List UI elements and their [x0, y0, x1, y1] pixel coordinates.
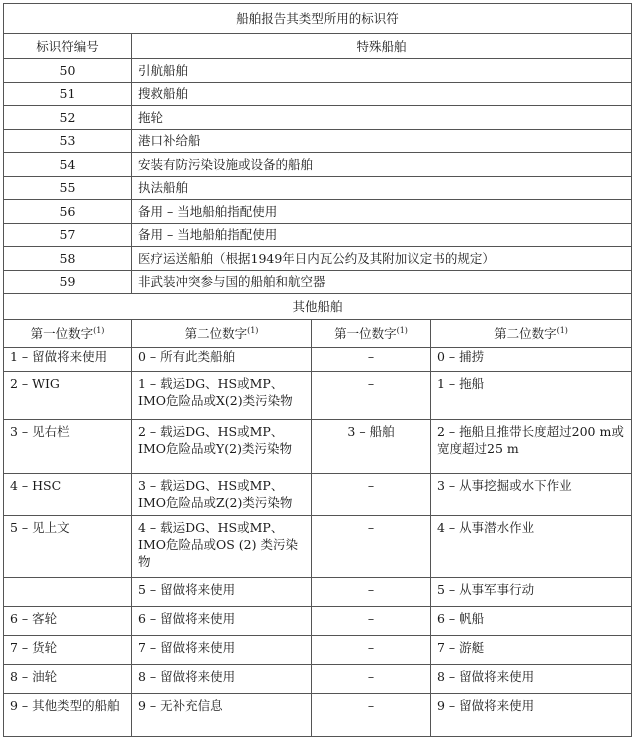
- second-digit-cell: 3 – 载运DG、HS或MP、IMO危险品或Z(2)类污染物: [132, 474, 312, 516]
- table-row: [4, 578, 632, 607]
- col-special-vessels: 特殊船舶: [132, 34, 632, 59]
- table-row: [4, 694, 632, 737]
- second-digit-cell: 5 – 留做将来使用: [132, 578, 312, 607]
- first-digit-cell: 8 – 油轮: [4, 665, 132, 694]
- special-vessel-type: 安装有防污染设施或设备的船舶: [132, 153, 632, 177]
- second-digit-cell: 8 – 留做将来使用: [132, 665, 312, 694]
- table-row: [4, 372, 632, 420]
- table-row: [4, 665, 632, 694]
- table-title-row: [4, 4, 632, 34]
- special-vessel-type: 医疗运送船舶（根据1949年日内瓦公约及其附加议定书的规定）: [132, 247, 632, 271]
- special-vessel-type: 拖轮: [132, 106, 632, 130]
- second-digit-cell: 1 – 载运DG、HS或MP、IMO危险品或X(2)类污染物: [132, 372, 312, 420]
- first-digit-cell-2: –: [312, 348, 431, 372]
- table-row: [4, 270, 632, 294]
- first-digit-cell: 9 – 其他类型的船舶: [4, 694, 132, 737]
- special-vessel-type: 引航船舶: [132, 59, 632, 83]
- second-digit-cell-2: 3 – 从事挖掘或水下作业: [431, 474, 632, 516]
- first-digit-cell: 6 – 客轮: [4, 607, 132, 636]
- identifier-number: 58: [4, 247, 132, 271]
- table-row: [4, 153, 632, 177]
- header-second-digit-2: 第二位数字$^{(1)}$: [431, 320, 632, 348]
- first-digit-cell-2: –: [312, 665, 431, 694]
- first-digit-cell: 4 – HSC: [4, 474, 132, 516]
- first-digit-cell: 5 – 见上文: [4, 516, 132, 578]
- first-digit-cell-2: 3 – 船舶: [312, 420, 431, 474]
- table-row: [4, 636, 632, 665]
- identifier-number: 51: [4, 82, 132, 106]
- table-row: [4, 348, 632, 372]
- first-digit-cell: 7 – 货轮: [4, 636, 132, 665]
- table-row: [4, 474, 632, 516]
- identifier-number: 52: [4, 106, 132, 130]
- identifier-number: 50: [4, 59, 132, 83]
- second-digit-cell: 6 – 留做将来使用: [132, 607, 312, 636]
- second-digit-cell-2: 0 – 捕捞: [431, 348, 632, 372]
- second-digit-cell: 7 – 留做将来使用: [132, 636, 312, 665]
- special-vessel-type: 备用 – 当地船舶指配使用: [132, 223, 632, 247]
- identifier-number: 59: [4, 270, 132, 294]
- second-digit-cell: 4 – 载运DG、HS或MP、IMO危险品或OS (2) 类污染物: [132, 516, 312, 578]
- table-row: [4, 129, 632, 153]
- table-title: 船舶报告其类型所用的标识符: [4, 4, 632, 34]
- second-digit-cell-2: 4 – 从事潜水作业: [431, 516, 632, 578]
- first-digit-cell-2: –: [312, 578, 431, 607]
- table-row: [4, 247, 632, 271]
- second-digit-cell: 2 – 载运DG、HS或MP、IMO危险品或Y(2)类污染物: [132, 420, 312, 474]
- header-first-digit: 第一位数字$^{(1)}$: [4, 320, 132, 348]
- identifier-number: 57: [4, 223, 132, 247]
- special-vessel-type: 备用 – 当地船舶指配使用: [132, 200, 632, 224]
- second-digit-cell-2: 6 – 帆船: [431, 607, 632, 636]
- col-identifier-number: 标识符编号: [4, 34, 132, 59]
- first-digit-cell-2: –: [312, 516, 431, 578]
- header-second-digit: 第二位数字$^{(1)}$: [132, 320, 312, 348]
- table-row: [4, 607, 632, 636]
- first-digit-cell: [4, 578, 132, 607]
- special-vessel-type: 非武装冲突参与国的船舶和航空器: [132, 270, 632, 294]
- table-row: [4, 420, 632, 474]
- table-row: [4, 82, 632, 106]
- table-row: [4, 176, 632, 200]
- footnote-mark: (1): [247, 325, 259, 335]
- first-digit-cell: 3 – 见右栏: [4, 420, 132, 474]
- other-vessels-header-row: [4, 320, 632, 348]
- second-digit-cell-2: 5 – 从事军事行动: [431, 578, 632, 607]
- other-vessels-title: 其他船舶: [4, 294, 632, 320]
- second-digit-cell-2: 2 – 拖船且推带长度超过200 m或宽度超过25 m: [431, 420, 632, 474]
- other-vessels-title-row: [4, 294, 632, 320]
- second-digit-cell: 9 – 无补充信息: [132, 694, 312, 737]
- ship-type-identifier-table: [3, 3, 632, 737]
- table-row: [4, 223, 632, 247]
- footnote-mark: (1): [396, 325, 408, 335]
- header-first-digit-2: 第一位数字$^{(1)}$: [312, 320, 431, 348]
- identifier-number: 53: [4, 129, 132, 153]
- first-digit-cell: 1 – 留做将来使用: [4, 348, 132, 372]
- second-digit-cell-2: 7 – 游艇: [431, 636, 632, 665]
- table-row: [4, 516, 632, 578]
- second-digit-cell-2: 9 – 留做将来使用: [431, 694, 632, 737]
- identifier-number: 55: [4, 176, 132, 200]
- first-digit-cell: 2 – WIG: [4, 372, 132, 420]
- table-row: [4, 106, 632, 130]
- first-digit-cell-2: –: [312, 607, 431, 636]
- second-digit-cell-2: 1 – 拖船: [431, 372, 632, 420]
- first-digit-cell-2: –: [312, 474, 431, 516]
- special-vessel-type: 执法船舶: [132, 176, 632, 200]
- first-digit-cell-2: –: [312, 694, 431, 737]
- second-digit-cell: 0 – 所有此类船舶: [132, 348, 312, 372]
- first-digit-cell-2: –: [312, 372, 431, 420]
- other-vessels-body: [4, 348, 632, 737]
- special-vessels-body: [4, 59, 632, 294]
- special-vessel-type: 港口补给船: [132, 129, 632, 153]
- table-row: [4, 200, 632, 224]
- identifier-number: 56: [4, 200, 132, 224]
- footnote-mark: (1): [93, 325, 105, 335]
- special-vessel-type: 搜救船舶: [132, 82, 632, 106]
- special-header-row: [4, 34, 632, 59]
- first-digit-cell-2: –: [312, 636, 431, 665]
- identifier-number: 54: [4, 153, 132, 177]
- table-row: [4, 59, 632, 83]
- footnote-mark: (1): [556, 325, 568, 335]
- second-digit-cell-2: 8 – 留做将来使用: [431, 665, 632, 694]
